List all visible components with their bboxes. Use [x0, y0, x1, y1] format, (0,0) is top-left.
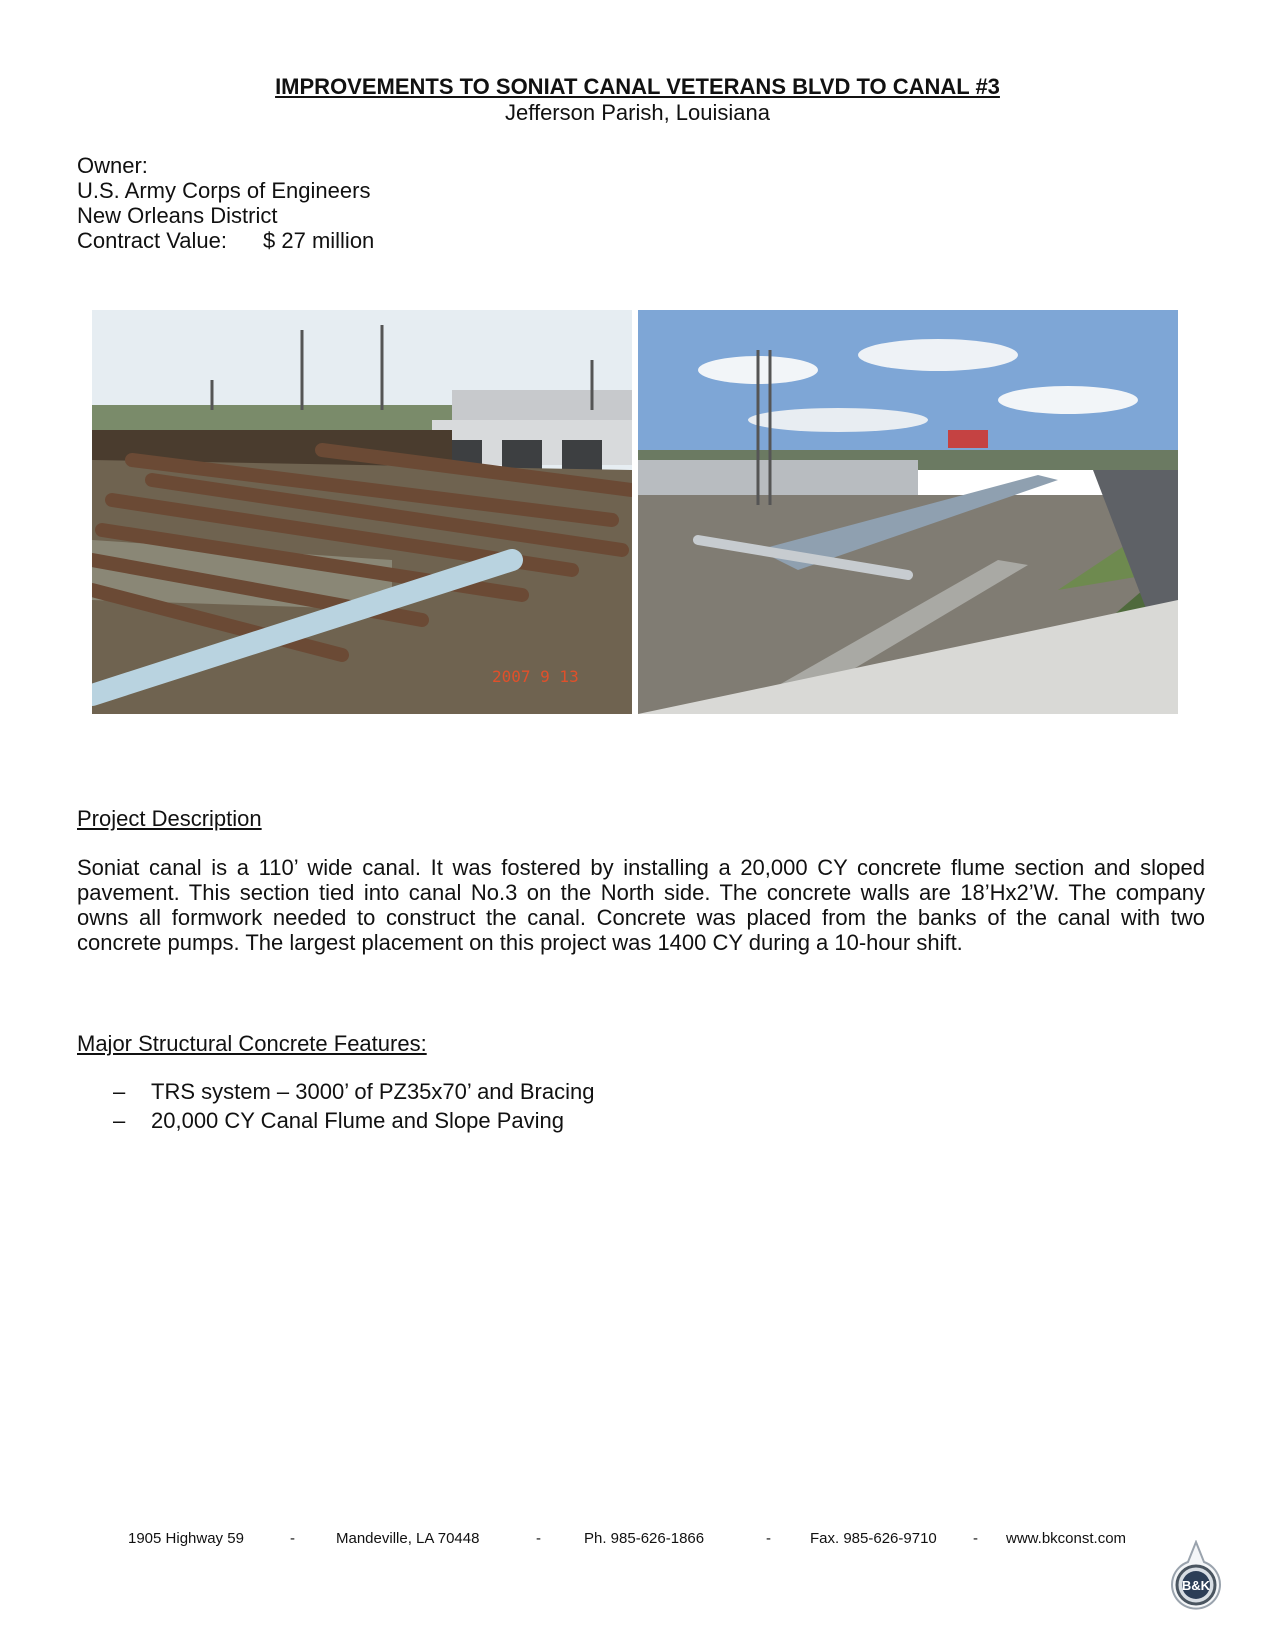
list-item: [113, 1106, 594, 1135]
svg-text:2007 9 13: 2007 9 13: [492, 667, 579, 686]
list-item-text: 20,000 CY Canal Flume and Slope Paving: [151, 1108, 564, 1133]
owner-block: [77, 153, 374, 253]
photo-left: [92, 310, 632, 714]
page-subtitle: Jefferson Parish, Louisiana: [505, 100, 770, 125]
project-description-text: Soniat canal is a 110’ wide canal. It was fostered by installing a 20,000 CY concrete flume section and sloped pavement. This section tied into canal No.3 on the North side. The concrete walls are 18’Hx2’W. The company owns all formwork needed to construct the canal. Concrete was placed from the banks of the canal with two concrete pumps. The largest placement on this project was 1400 CY during a 10-hour shift.: [77, 855, 1205, 955]
contract-value-label: Contract Value:: [77, 228, 228, 253]
page-title: IMPROVEMENTS TO SONIAT CANAL VETERANS BLVD TO CANAL #3: [275, 74, 1000, 99]
owner-line-2: New Orleans District: [77, 203, 278, 228]
svg-text:B&K: B&K: [1181, 1578, 1211, 1593]
footer-sep: -: [536, 1530, 541, 1547]
construction-photo-icon: [638, 310, 1178, 714]
photo-right: [638, 310, 1178, 714]
company-logo: [1168, 1540, 1224, 1616]
footer-sep: -: [973, 1530, 978, 1547]
construction-photo-icon: [92, 310, 632, 714]
photo-row: [92, 310, 1178, 714]
footer-phone: Ph. 985-626-1866: [584, 1530, 705, 1547]
title-block: [0, 74, 1275, 126]
footer-address: 1905 Highway 59: [128, 1530, 244, 1547]
list-item: [113, 1077, 594, 1106]
contract-value-row: [77, 228, 374, 253]
list-dash: –: [113, 1108, 126, 1133]
project-description-heading: Project Description: [77, 806, 262, 831]
list-item-text: TRS system – 3000’ of PZ35x70’ and Bracing: [151, 1079, 595, 1104]
list-dash: –: [113, 1079, 126, 1104]
contract-value: $ 27 million: [263, 228, 375, 253]
features-list: [113, 1077, 594, 1135]
footer-website: www.bkconst.com: [1006, 1530, 1127, 1547]
footer-city: Mandeville, LA 70448: [336, 1530, 480, 1547]
footer-sep: -: [766, 1530, 771, 1547]
owner-label: Owner:: [77, 153, 148, 178]
footer-fax: Fax. 985-626-9710: [810, 1530, 937, 1547]
footer-sep: -: [290, 1530, 295, 1547]
company-logo-icon: [1168, 1540, 1224, 1616]
features-heading: Major Structural Concrete Features:: [77, 1031, 427, 1056]
owner-line-1: U.S. Army Corps of Engineers: [77, 178, 371, 203]
